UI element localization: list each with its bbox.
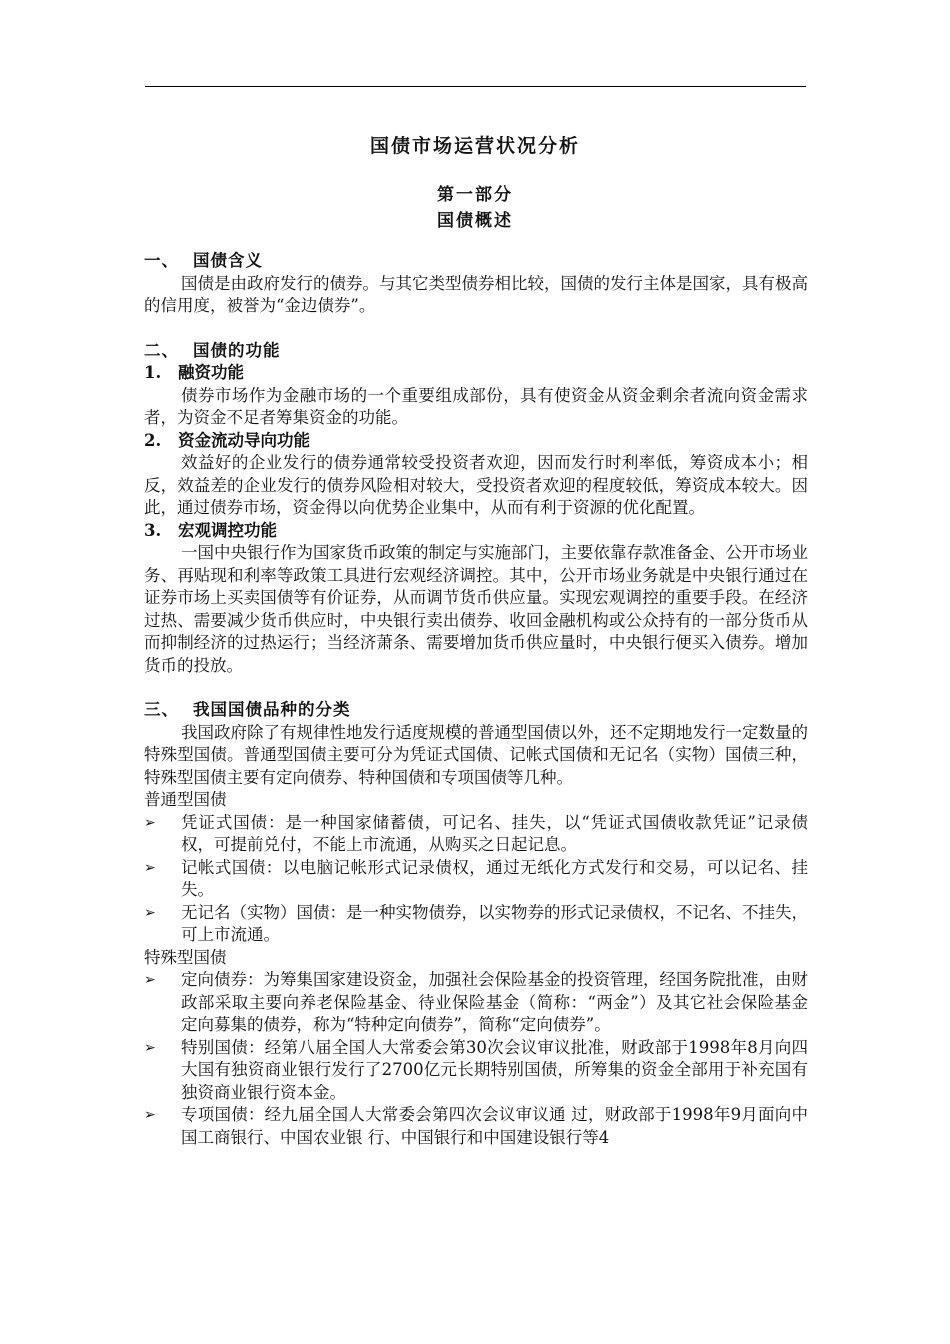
arrow-bullet-icon: ➢ bbox=[144, 1107, 156, 1123]
section-title: 我国国债品种的分类 bbox=[193, 700, 351, 719]
list-item: ➢ 定向债券：为筹集国家建设资金，加强社会保险基金的投资管理，经国务院批准，由财政部采取主要向养老保险基金、待业保险基金（简称：“两金”）及其它社会保险基金定向募集的债券，称为“特种定向债券”，简称“定向债券”。 bbox=[144, 970, 808, 1034]
section-number: 二、 bbox=[144, 340, 179, 360]
subheading-2 bbox=[144, 430, 808, 453]
section-title: 国债含义 bbox=[193, 251, 263, 270]
paragraph: 我国政府除了有规律性地发行适度规模的普通型国债以外，还不定期地发行一定数量的特殊型国债。普通型国债主要可分为凭证式国债、记帐式国债和无记名（实物）国债三种，特殊型国债主要有定向债券、特种国债和专项国债等几种。 bbox=[144, 722, 808, 787]
paragraph: 效益好的企业发行的债券通常较受投资者欢迎，因而发行时利率低，筹资成本小；相反，效益差的企业发行的债券风险相对较大，受投资者欢迎的程度较低，筹资成本较大。因此，通过债券市场，资金得以向优势企业集中，从而有利于资源的优化配置。 bbox=[144, 453, 808, 517]
subheading-3 bbox=[144, 520, 808, 543]
section-number: 一、 bbox=[144, 251, 179, 270]
subheading-number: 3. bbox=[144, 520, 162, 540]
document-body bbox=[144, 250, 808, 1149]
list-label-special: 特殊型国债 bbox=[144, 947, 227, 967]
list-item: ➢ 专项国债：经九届全国人大常委会第四次会议审议通 过，财政部于1998年9月面向中国工商银行、中国农业银 行、中国银行和中国建设银行等4 bbox=[144, 1105, 808, 1147]
list-item: ➢ 记帐式国债：以电脑记帐形式记录债权，通过无纸化方式发行和交易，可以记名、挂失。 bbox=[144, 857, 808, 899]
subheading-title: 宏观调控功能 bbox=[178, 520, 277, 540]
arrow-bullet-icon: ➢ bbox=[144, 814, 156, 831]
paragraph: 国债是由政府发行的债券。与其它类型债券相比较，国债的发行主体是国家，具有极高的信用度，被誉为“金边债券”。 bbox=[144, 273, 808, 315]
part-title: 国债概述 bbox=[437, 211, 513, 231]
arrow-bullet-icon: ➢ bbox=[144, 1039, 156, 1056]
document-title: 国债市场运营状况分析 bbox=[369, 135, 580, 157]
subheading-title: 资金流动导向功能 bbox=[178, 430, 310, 450]
list-item: ➢ 凭证式国债：是一种国家储蓄债，可记名、挂失，以“凭证式国债收款凭证”记录债权，可提前兑付，不能上市流通，从购买之日起记息。 bbox=[144, 812, 808, 854]
arrow-bullet-icon: ➢ bbox=[144, 972, 156, 988]
list-item: ➢ 无记名（实物）国债：是一种实物债券，以实物券的形式记录债权，不记名、不挂失，可上市流通。 bbox=[144, 902, 808, 944]
section-title: 国债的功能 bbox=[193, 340, 281, 360]
subheading-number: 1. bbox=[144, 363, 162, 382]
section-heading-3 bbox=[144, 699, 808, 722]
subheading-title: 融资功能 bbox=[178, 363, 244, 382]
paragraph: 债券市场作为金融市场的一个重要组成部份，具有使资金从资金剩余者流向资金需求者，为资金不足者筹集资金的功能。 bbox=[144, 385, 808, 427]
subheading-1 bbox=[144, 362, 808, 385]
section-heading-2 bbox=[144, 340, 808, 363]
arrow-bullet-icon: ➢ bbox=[144, 904, 156, 921]
section-heading-1 bbox=[144, 250, 808, 273]
list-label-ordinary: 普通型国债 bbox=[144, 790, 227, 809]
header-rule bbox=[145, 86, 806, 87]
list-item: ➢ 特别国债：经第八届全国人大常委会第30次会议审议批准，财政部于1998年8月向四大国有独资商业银行发行了2700亿元长期特别国债，所筹集的资金全部用于补充国有独资商业银行资本金。 bbox=[144, 1037, 808, 1102]
arrow-bullet-icon: ➢ bbox=[144, 859, 156, 876]
section-number: 三、 bbox=[144, 700, 179, 719]
subheading-number: 2. bbox=[144, 430, 162, 450]
part-label: 第一部分 bbox=[437, 185, 513, 205]
paragraph: 一国中央银行作为国家货币政策的制定与实施部门，主要依靠存款准备金、公开市场业务、再贴现和利率等政策工具进行宏观经济调控。其中，公开市场业务就是中央银行通过在证券市场上买卖国债等有价证券，从而调节货币供应量。实现宏观调控的重要手段。在经济过热、需要减少货币供应时，中央银行卖出债券、收回金融机构或公众持有的一部分货币从而抑制经济的过热运行；当经济萧条、需要增加货币供应量时，中央银行便买入债券。增加货币的投放。 bbox=[144, 543, 808, 675]
